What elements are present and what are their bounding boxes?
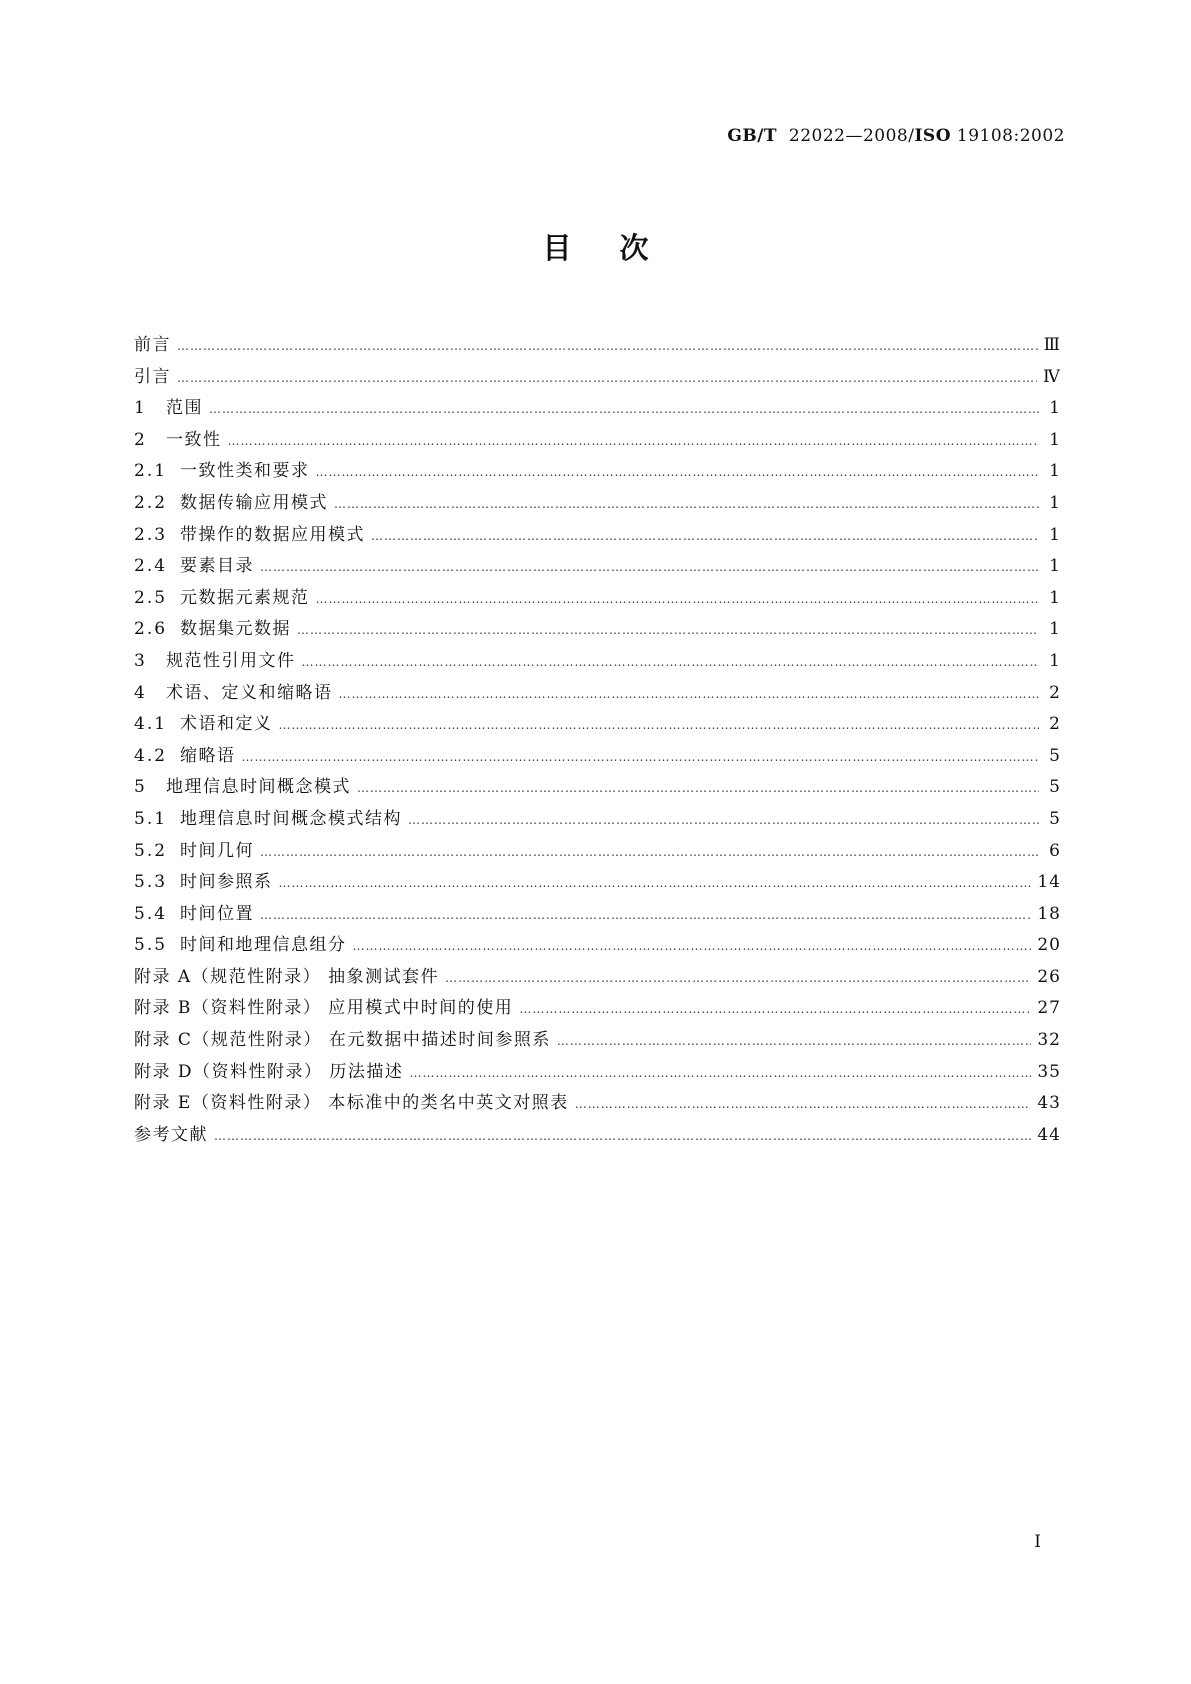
toc-leader-dots [408,805,1039,837]
toc-leader-dots [297,615,1039,647]
toc-entry-number: 2.3 [134,524,168,545]
toc-entry[interactable] [134,393,1061,425]
toc-entry-number: 1 [134,398,147,419]
toc-entry[interactable] [134,930,1061,962]
toc-entry-number: 5.1 [134,808,168,829]
toc-entry[interactable] [134,1057,1061,1089]
toc-entry[interactable] [134,362,1061,394]
toc-entry-number: 3 [134,650,147,671]
toc-entry-number: 4.2 [134,745,168,766]
toc-leader-dots [334,489,1039,521]
toc-leader-dots [209,394,1039,426]
toc-entry[interactable] [134,804,1061,836]
std-gb: GB/T [727,126,778,146]
toc-entry[interactable] [134,1088,1061,1120]
toc-entry-number: 5.3 [134,872,168,893]
toc-entry[interactable] [134,583,1061,615]
toc-entry-number: 5 [134,777,147,798]
toc-entry-page: 26 [1037,966,1061,987]
toc-leader-dots [409,1058,1031,1090]
toc-entry[interactable] [134,551,1061,583]
toc-leader-dots [228,426,1040,458]
toc-leader-dots [279,710,1040,742]
toc-entry-page: 1 [1049,587,1061,608]
toc-entry[interactable] [134,456,1061,488]
toc-entry-label: 地理信息时间概念模式 [166,777,351,798]
toc-entry-number: 5.2 [134,840,168,861]
toc-leader-dots [339,679,1040,711]
toc-leader-dots [316,457,1040,489]
toc-entry-label: 附录 B（资料性附录） 应用模式中时间的使用 [134,998,514,1019]
toc-entry-label: 一致性 [166,429,222,450]
std-gb-num: 22022—2008/ [788,126,915,146]
toc-leader-dots [353,931,1032,963]
toc-entry[interactable] [134,678,1061,710]
toc-entry-number: 2.2 [134,492,168,513]
toc-entry-label: 地理信息时间概念模式结构 [180,808,402,829]
toc-entry-number: 2.6 [134,619,168,640]
standard-number [727,126,1065,146]
toc-entry-page: 35 [1037,1061,1061,1082]
toc-entry-page: 1 [1049,556,1061,577]
toc-entry[interactable] [134,520,1061,552]
toc-entry[interactable] [134,488,1061,520]
toc-entry-page: 27 [1037,998,1061,1019]
toc-leader-dots [302,647,1040,679]
toc-entry[interactable] [134,425,1061,457]
toc-entry-label: 附录 E（资料性附录） 本标准中的类名中英文对照表 [134,1093,569,1114]
toc-leader-dots [575,1089,1032,1121]
toc-leader-dots [260,837,1039,869]
toc-entry-label: 数据传输应用模式 [180,492,328,513]
toc-entry-page: 5 [1049,777,1061,798]
toc-entry[interactable] [134,993,1061,1025]
toc-entry-label: 附录 C（规范性附录） 在元数据中描述时间参照系 [134,1030,551,1051]
toc-entry[interactable] [134,741,1061,773]
toc-entry-number: 2.4 [134,556,168,577]
toc-entry-label: 时间几何 [180,840,254,861]
toc-entry-number: 5.4 [134,903,168,924]
toc-entry-page: 44 [1037,1124,1061,1145]
toc-entry-label: 数据集元数据 [180,619,291,640]
toc-entry-label: 术语和定义 [180,714,273,735]
toc-entry-page: 1 [1049,461,1061,482]
toc-entry[interactable] [134,709,1061,741]
toc-entry[interactable] [134,330,1061,362]
toc-entry-page: 1 [1049,492,1061,513]
toc-entry-label: 规范性引用文件 [166,650,296,671]
toc-entry-label: 术语、定义和缩略语 [166,682,333,703]
toc-entry-page: 1 [1049,398,1061,419]
toc-leader-dots [445,963,1031,995]
toc-entry-page: 1 [1049,429,1061,450]
toc-entry-label: 一致性类和要求 [180,461,310,482]
toc-entry-number: 2.5 [134,587,168,608]
toc-leader-dots [242,742,1040,774]
toc-entry-label: 时间位置 [180,903,254,924]
toc-entry[interactable] [134,1120,1061,1152]
toc-entry-page: 1 [1049,650,1061,671]
toc-entry-page: 43 [1037,1093,1061,1114]
toc-leader-dots [279,868,1032,900]
toc-entry[interactable] [134,962,1061,994]
toc-leader-dots [177,331,1038,363]
toc-entry-label: 附录 D（资料性附录） 历法描述 [134,1061,404,1082]
toc-leader-dots [177,363,1037,395]
toc-entry-label: 附录 A（规范性附录） 抽象测试套件 [134,966,440,987]
toc-entry-page: 14 [1037,872,1061,893]
toc-entry-label: 缩略语 [180,745,236,766]
toc-entry-number: 4 [134,682,147,703]
toc-leader-dots [357,773,1039,805]
toc-entry[interactable] [134,836,1061,868]
toc-entry-page: Ⅲ [1043,335,1061,355]
toc-leader-dots [260,552,1039,584]
toc-entry-number: 5.5 [134,935,168,956]
toc-entry-page: 1 [1049,619,1061,640]
std-iso-num: 19108:2002 [956,126,1065,146]
toc-entry-label: 时间参照系 [180,872,273,893]
toc-entry-page: 5 [1049,808,1061,829]
toc-entry-label: 参考文献 [134,1124,208,1145]
toc-entry-page: 32 [1037,1030,1061,1051]
toc-entry-label: 带操作的数据应用模式 [180,524,365,545]
toc-entry-label: 要素目录 [180,556,254,577]
toc-entry[interactable] [134,614,1061,646]
toc-leader-dots [519,994,1031,1026]
toc-entry-label: 前言 [134,335,171,355]
toc-leader-dots [214,1121,1031,1153]
toc-entry-page: 2 [1049,714,1061,735]
toc-entry-page: 18 [1037,903,1061,924]
toc-entry-number: 4.1 [134,714,168,735]
page-title: 目次 [542,231,697,265]
toc-leader-dots [371,521,1039,553]
toc-entry-label: 元数据元素规范 [180,587,310,608]
toc-entry[interactable] [134,899,1061,931]
table-of-contents [134,330,1061,1151]
toc-entry-label: 引言 [134,366,171,387]
toc-entry-number: 2.1 [134,461,168,482]
toc-entry[interactable] [134,867,1061,899]
toc-entry-page: 6 [1049,840,1061,861]
toc-entry-page: 20 [1037,935,1061,956]
page-number: I [1034,1532,1041,1552]
toc-entry-page: 1 [1049,524,1061,545]
toc-leader-dots [260,900,1031,932]
toc-entry-page: 5 [1049,745,1061,766]
toc-leader-dots [316,584,1040,616]
toc-entry-page: Ⅳ [1043,366,1061,387]
toc-entry-label: 范围 [166,398,203,419]
std-iso: ISO [914,126,952,146]
toc-entry-page: 2 [1049,682,1061,703]
toc-entry[interactable] [134,1025,1061,1057]
toc-leader-dots [557,1026,1032,1058]
toc-entry[interactable] [134,772,1061,804]
toc-entry[interactable] [134,646,1061,678]
toc-entry-number: 2 [134,429,147,450]
toc-entry-label: 时间和地理信息组分 [180,935,347,956]
